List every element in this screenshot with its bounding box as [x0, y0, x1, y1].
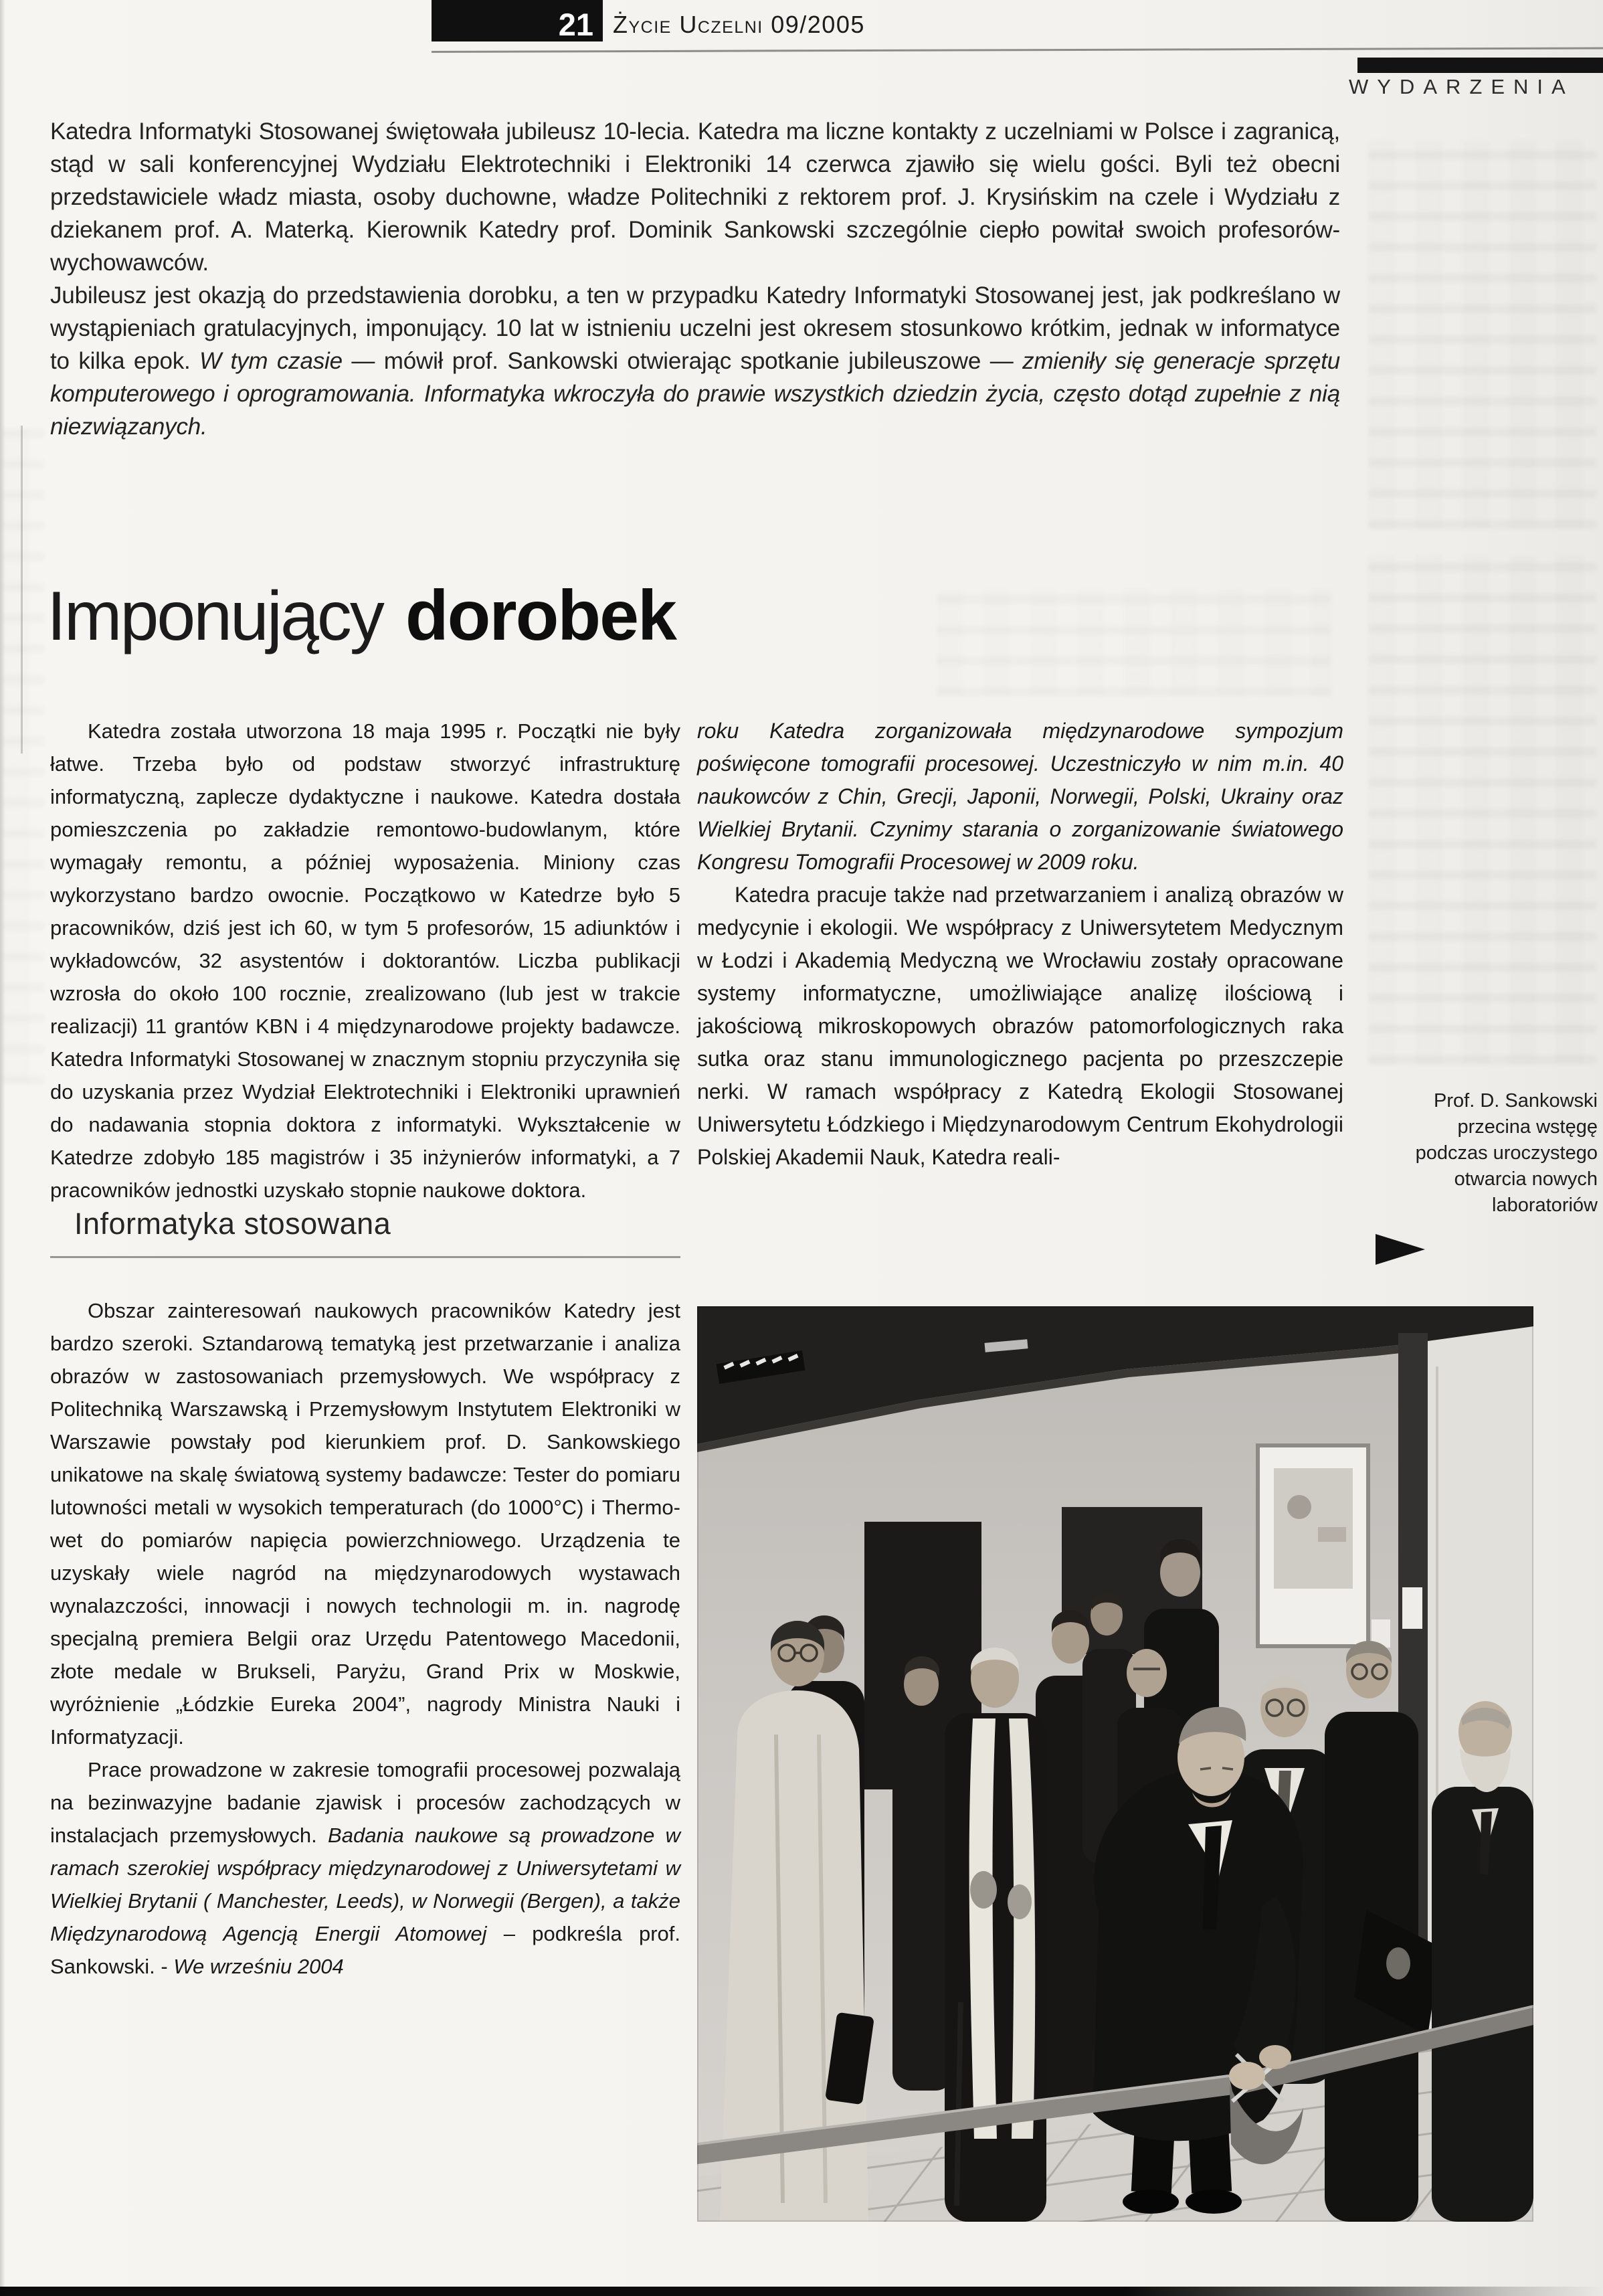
- headline-bold-word: dorobek: [405, 576, 676, 655]
- bleed-through-artifact: [937, 589, 1331, 696]
- section-label: WYDARZENIA: [1349, 75, 1574, 98]
- body-paragraph-symposium: roku Katedra zorganizowała międzynarodowe sympozjum poświęcone tomografii procesowej. Uczestniczyło w nim m.in. 40 naukowców z Chin, Grecji, Japonii, Norwegii, Polski, Ukrainy oraz Wielkiej Brytanii. Czynimy starania o zorganizowanie światowego Kongresu Tomografii Procesowej w 2009 roku.: [697, 719, 1343, 874]
- masthead-rule: [432, 47, 1603, 53]
- body-paragraph-tomography: Prace prowadzone w zakresie tomografii procesowej pozwalają na bezinwazyjne badanie zjawisk i procesów zachodzących w instalacjach przemysłowych. Badania naukowe są prowadzone w ramach szerokiej współpracy międzynarodowej z Uniwersytetami w Wielkiej Brytanii ( Manchester, Leeds), w Norwegii (Bergen), a także Międzynarodową Agencją Energii Atomowej – podkreśla prof. Sankowski. - We wrześniu 2004: [50, 1758, 680, 1978]
- page-number-box: [432, 0, 603, 41]
- body-paragraph-medicine: Katedra pracuje także nad przetwarzaniem i analizą obrazów w medycynie i ekologii. We współpracy z Uniwersytetem Medycznym w Łodzi i Akademią Medyczną we Wrocławiu zostały opracowane systemy informatyczne, umożliwiające analizę ilościową i jakościową mikroskopowych obrazów patomorfologicznych raka sutka oraz stanu immunologicznego pacjenta po przeszczepie nerki. W ramach współpracy z Katedrą Ekologii Stosowanej Uniwersytetu Łódzkiego i Międzynarodowym Centrum Ekohydrologii Polskiej Akademii Nauk, Katedra reali-: [697, 883, 1343, 1169]
- bleed-through-artifact: [1369, 555, 1596, 1064]
- scan-line-artifact: [21, 426, 23, 754]
- subheading-informatyka-stosowana: Informatyka stosowana: [74, 1207, 391, 1241]
- body-paragraph-history: Katedra została utworzona 18 maja 1995 r. Początki nie były łatwe. Trzeba było od podstaw stworzyć infrastrukturę informatyczną, zaplecze dydaktyczne i naukowe. Katedra dostała pomieszczenia po zakładzie remontowo-budowlanym, które wymagały remontu, a później wyposażenia. Miniony czas wykorzystano bardzo owocnie. Początkowo w Katedrze było 5 pracowników, dziś jest ich 60, w tym 5 profesorów, 15 adiunktów i wykładowców, 32 asystentów i doktorantów. Liczba publikacji wzrosła do około 100 rocznie, zrealizowano (lub jest w trakcie realizacji) 11 grantów KBN i 4 międzynarodowe projekty badawcze. Katedra Informatyki Stosowanej w znacznym stopniu przyczyniła się do uzyskania przez Wydział Elektrotechniki i Elektroniki uprawnień do nadawania stopnia doktora z informatyki. Wykształcenie w Katedrze zdobyło 185 magistrów i 35 inżynierów informatyki, a 7 pracowników jednostki uzyskało stopnie naukowe doktora.: [50, 719, 680, 1202]
- headline: [47, 576, 676, 656]
- ceremony-photo-art: [697, 1306, 1533, 2222]
- ceremony-photo: [697, 1306, 1533, 2222]
- column-2: [697, 715, 1343, 1174]
- masthead: Życie Uczelni 09/2005: [613, 11, 865, 38]
- column-1: [50, 715, 680, 1983]
- photo-picture-frame: [1258, 1445, 1368, 1646]
- scan-edge-artifact: [0, 2287, 1603, 2296]
- lead-paragraph-2: Jubileusz jest okazją do przedstawienia dorobku, a ten w przypadku Katedry Informatyki Stosowanej jest, jak podkreślano w wystąpieniach gratulacyjnych, imponujący. 10 lat w istnieniu uczelni jest okresem stosunkowo krótkim, jednak w informatyce to kilka epok. W tym czasie — mówił prof. Sankowski otwierając spotkanie jubileuszowe — zmieniły się generacje sprzętu komputerowego i oprogramowania. Informatyka wkroczyła do prawie wszystkich dziedzin życia, często dotąd zupełnie z nią niezwiązanych.: [50, 282, 1341, 440]
- photo-priest-stole: [945, 1648, 1046, 2222]
- bleed-through-artifact: [3, 428, 44, 1084]
- subheading-rule: [50, 1256, 680, 1258]
- photo-caption: Prof. D. Sankowski przecina wstęgę podczas uroczystego otwarcia nowych laboratoriów: [1415, 1090, 1598, 1216]
- page-number: 21: [558, 7, 593, 42]
- scan-edge-shadow: [0, 0, 5, 2296]
- headline-light-word: Imponujący: [47, 578, 383, 655]
- body-paragraph-research: Obszar zainteresowań naukowych pracowników Katedry jest bardzo szeroki. Sztandarową tematyką jest przetwarzanie i analiza obrazów w zastosowaniach przemysłowych. We współpracy z Politechniką Warszawską i Przemysłowym Instytutem Elektroniki w Warszawie powstały pod kierunkiem prof. D. Sankowskiego unikatowe na skalę światową systemy badawcze: Tester do pomiaru lutowności metali w wysokich temperaturach (do 1000°C) i Thermo-wet do pomiarów napięcia powierzchniowego. Urządzenia te uzyskały wiele nagród na międzynarodowych wystawach wynalazczości, innowacji i nowych technologii m. in. nagrodę specjalną premiera Belgii oraz Urzędu Patentowego Macedonii, złote medale w Brukseli, Paryżu, Grand Prix w Moskwie, wyróżnienie „Łódzkie Eureka 2004”, nagrody Ministra Nauki i Informatyzacji.: [50, 1299, 680, 1749]
- section-bar: [1357, 58, 1603, 73]
- bleed-through-artifact: [1369, 141, 1596, 529]
- caption-arrow-icon: [1376, 1234, 1425, 1265]
- lead-block: [50, 115, 1340, 443]
- lead-paragraph-1: Katedra Informatyki Stosowanej świętowała jubileusz 10-lecia. Katedra ma liczne kontakty z uczelniami w Polsce i zagranicą, stąd w sali konferencyjnej Wydziału Elektrotechniki i Elektroniki 14 czerwca zjawiło się wielu gości. Byli też obecni przedstawiciele władz miasta, osoby duchowne, władze Politechniki z rektorem prof. J. Krysińskim na czele i Wydziału z dziekanem prof. A. Materką. Kierownik Katedry prof. Dominik Sankowski szczególnie ciepło powitał swoich profesorów-wychowawców.: [50, 118, 1340, 276]
